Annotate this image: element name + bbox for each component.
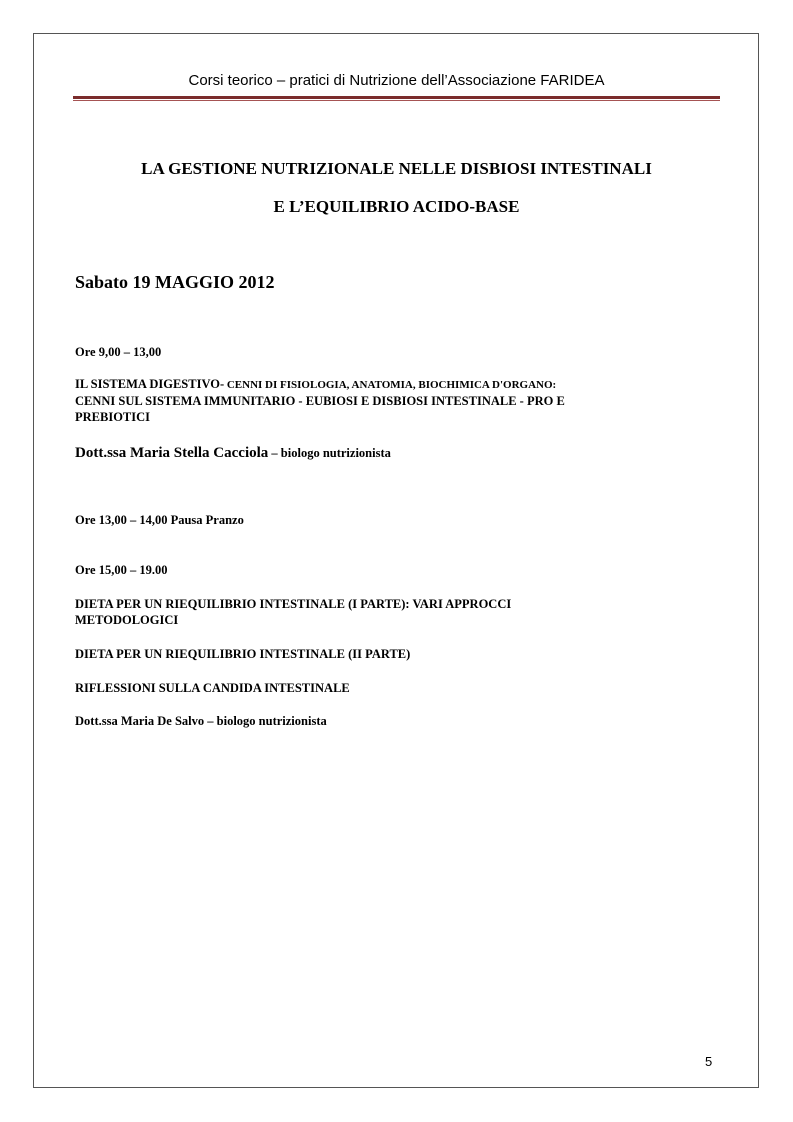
event-date: Sabato 19 MAGGIO 2012 bbox=[75, 272, 275, 292]
page-border bbox=[33, 33, 759, 1088]
afternoon-topic-1 bbox=[75, 596, 715, 628]
morning-topic-main: IL SISTEMA DIGESTIVO- bbox=[75, 377, 225, 391]
morning-time: Ore 9,00 – 13,00 bbox=[75, 345, 162, 359]
afternoon-topic-3: RIFLESSIONI SULLA CANDIDA INTESTINALE bbox=[75, 681, 350, 695]
lunch-break: Ore 13,00 – 14,00 Pausa Pranzo bbox=[75, 513, 244, 527]
morning-topic-line-1 bbox=[75, 376, 715, 393]
header-rule-thin bbox=[73, 100, 720, 101]
page-number: 5 bbox=[705, 1054, 713, 1069]
document-title-line-1: LA GESTIONE NUTRIZIONALE NELLE DISBIOSI INTESTINALI bbox=[141, 159, 652, 178]
document-title-line-2: E L’EQUILIBRIO ACIDO-BASE bbox=[273, 197, 520, 216]
afternoon-time: Ore 15,00 – 19.00 bbox=[75, 563, 168, 577]
morning-speaker-name: Dott.ssa Maria Stella Cacciola bbox=[75, 445, 269, 461]
morning-topic-rest: CENNI DI FISIOLOGIA, ANATOMIA, BIOCHIMICA D'ORGANO: bbox=[224, 379, 557, 391]
afternoon-topic-1-line-2: METODOLOGICI bbox=[75, 613, 179, 627]
afternoon-topic-1-line-1: DIETA PER UN RIEQUILIBRIO INTESTINALE (I PARTE): VARI APPROCCI bbox=[75, 597, 512, 611]
morning-speaker bbox=[75, 444, 715, 462]
header-rule-thick bbox=[73, 96, 720, 99]
morning-speaker-role: – biologo nutrizionista bbox=[268, 446, 391, 460]
afternoon-topic-2: DIETA PER UN RIEQUILIBRIO INTESTINALE (II PARTE) bbox=[75, 647, 411, 661]
morning-topic-line-3: PREBIOTICI bbox=[75, 410, 151, 424]
afternoon-speaker: Dott.ssa Maria De Salvo – biologo nutrizionista bbox=[75, 714, 327, 728]
running-header: Corsi teorico – pratici di Nutrizione dell’Associazione FARIDEA bbox=[188, 72, 605, 89]
morning-topic-line-2: CENNI SUL SISTEMA IMMUNITARIO - EUBIOSI E DISBIOSI INTESTINALE - PRO E bbox=[75, 394, 565, 408]
morning-topic bbox=[75, 376, 715, 425]
